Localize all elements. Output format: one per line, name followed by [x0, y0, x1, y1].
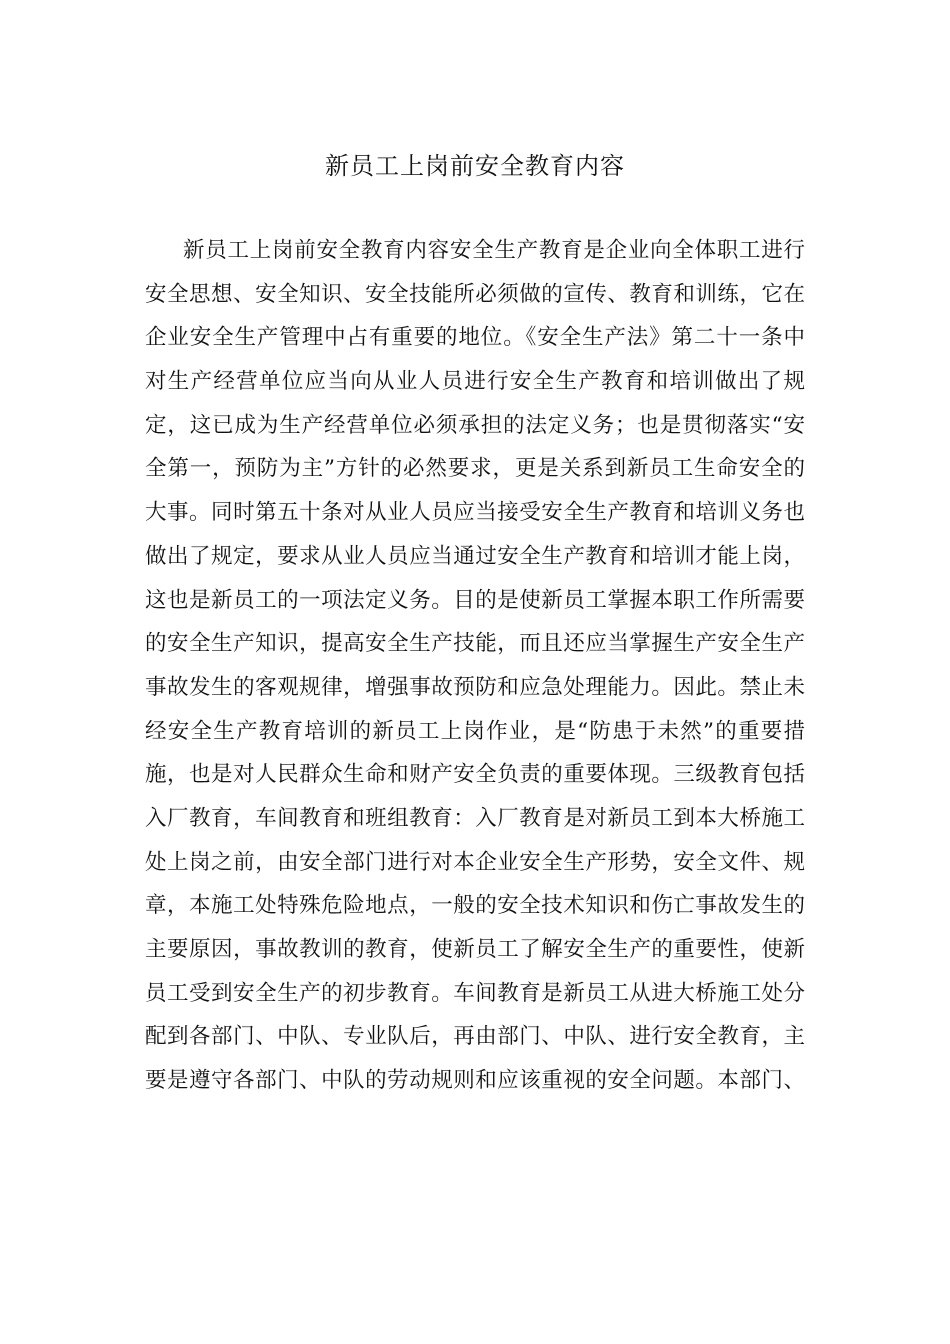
- paragraph-line: 定，这已成为生产经营单位必须承担的法定义务；也是贯彻落实“安: [145, 412, 805, 438]
- paragraph-line: 要是遵守各部门、中队的劳动规则和应该重视的安全问题。本部门、: [145, 1068, 805, 1094]
- paragraph-line: 做出了规定，要求从业人员应当通过安全生产教育和培训才能上岗，: [145, 543, 805, 569]
- paragraph-line: 对生产经营单位应当向从业人员进行安全生产教育和培训做出了规: [145, 369, 805, 395]
- paragraph-line: 全第一，预防为主”方针的必然要求，更是关系到新员工生命安全的: [145, 456, 805, 482]
- paragraph-line: 主要原因，事故教训的教育，使新员工了解安全生产的重要性，使新: [145, 937, 805, 962]
- paragraph-line: 大事。同时第五十条对从业人员应当接受安全生产教育和培训义务也: [145, 500, 805, 526]
- paragraph-line: 施，也是对人民群众生命和财产安全负责的重要体现。三级教育包括: [145, 762, 805, 788]
- paragraph-line: 入厂教育，车间教育和班组教育：入厂教育是对新员工到本大桥施工: [145, 805, 805, 831]
- paragraph-line: 的安全生产知识，提高安全生产技能，而且还应当掌握生产安全生产: [145, 631, 805, 657]
- document-title: 新员工上岗前安全教育内容: [325, 152, 625, 180]
- paragraph-line: 配到各部门、中队、专业队后，再由部门、中队、进行安全教育，主: [145, 1024, 805, 1050]
- paragraph-line: 新员工上岗前安全教育内容安全生产教育是企业向全体职工进行: [183, 238, 805, 263]
- document-body: [145, 229, 805, 1103]
- paragraph-line: 企业安全生产管理中占有重要的地位。《安全生产法》第二十一条中: [145, 325, 805, 351]
- paragraph-line: 事故发生的客观规律，增强事故预防和应急处理能力。因此。禁止未: [145, 674, 805, 700]
- paragraph-line: 安全思想、安全知识、安全技能所必须做的宣传、教育和训练，它在: [145, 281, 805, 307]
- paragraph-line: 处上岗之前，由安全部门进行对本企业安全生产形势，安全文件、规: [145, 849, 805, 875]
- paragraph-line: 经安全生产教育培训的新员工上岗作业，是“防患于未然”的重要措: [145, 718, 805, 744]
- paragraph-line: 章，本施工处特殊危险地点，一般的安全技术知识和伤亡事故发生的: [145, 893, 805, 919]
- paragraph-line: 员工受到安全生产的初步教育。车间教育是新员工从进大桥施工处分: [145, 980, 805, 1006]
- paragraph-line: 这也是新员工的一项法定义务。目的是使新员工掌握本职工作所需要: [145, 587, 805, 613]
